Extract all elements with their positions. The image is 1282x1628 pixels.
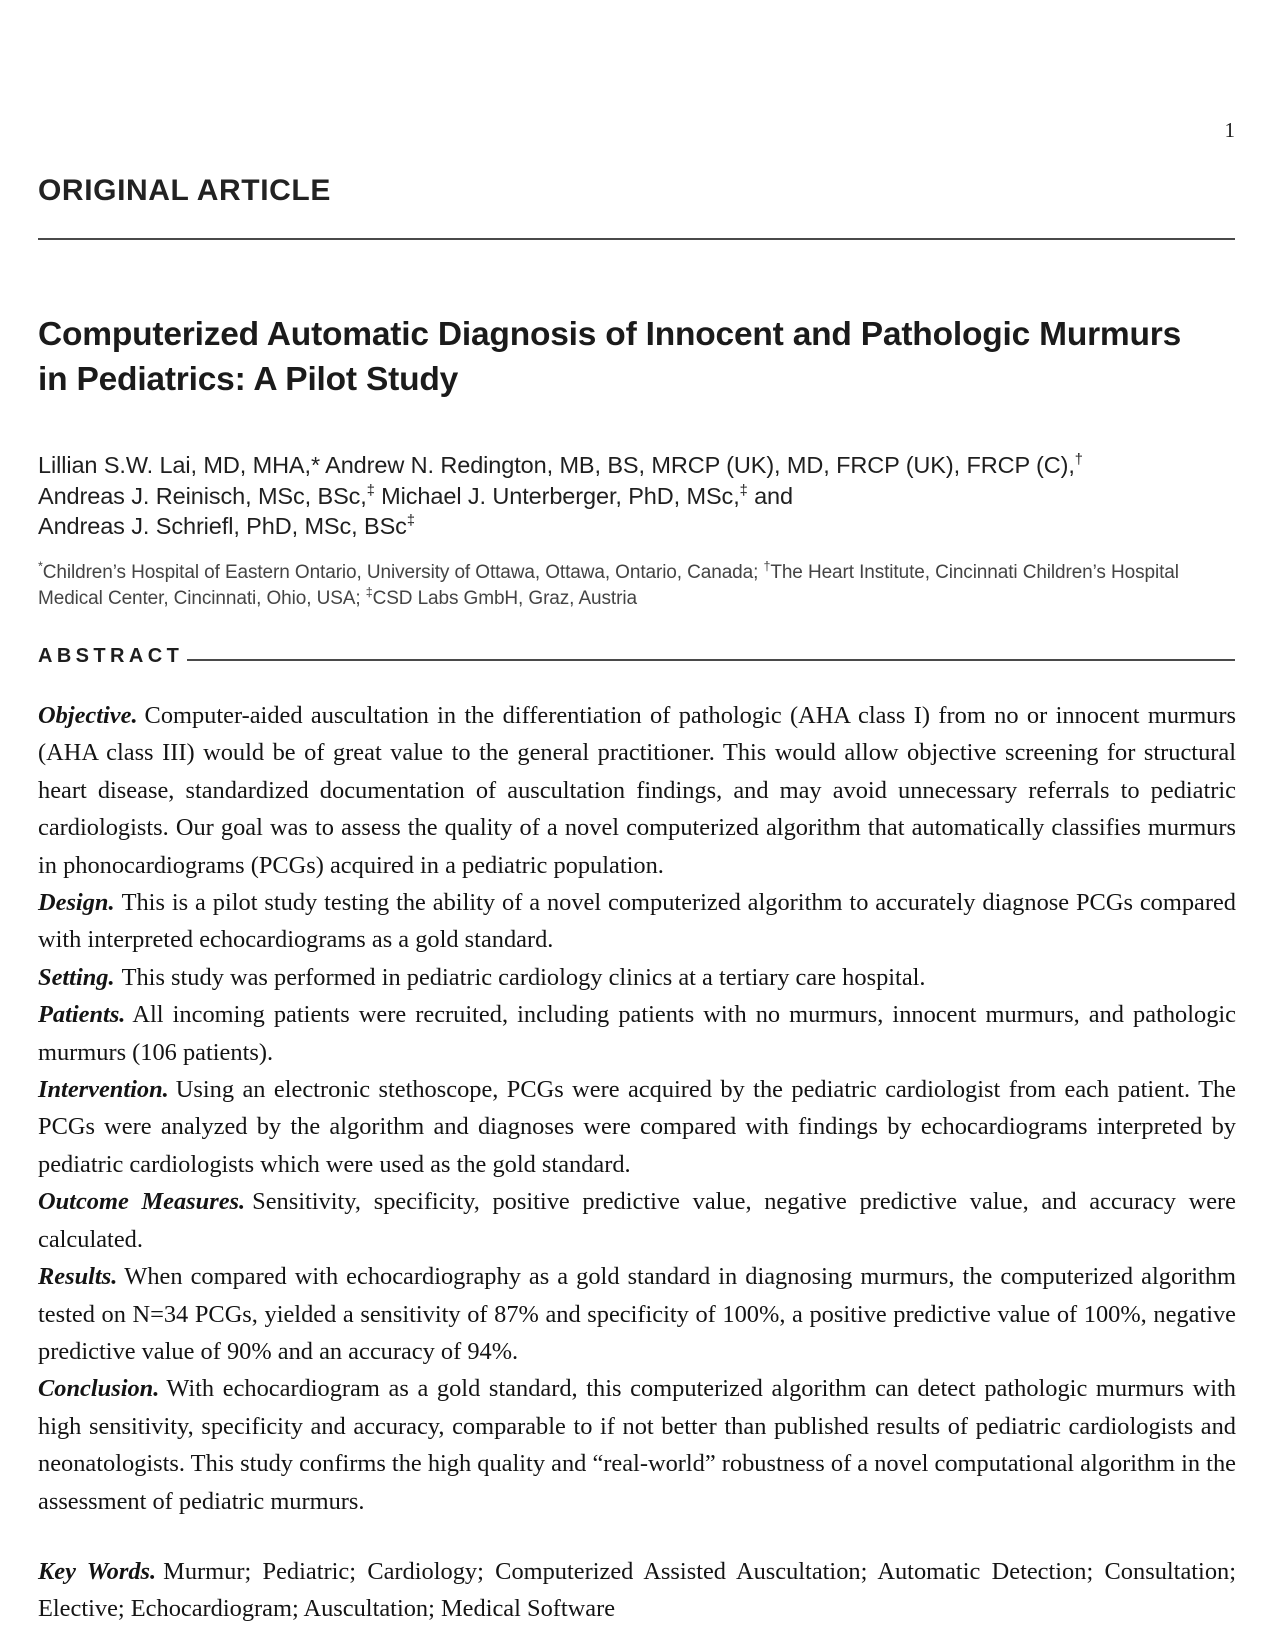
author-list [38,450,1238,542]
author-line-2c: and [747,482,793,509]
abstract-divider [187,659,1235,661]
affiliation-3: CSD Labs GmbH, Graz, Austria [372,588,637,609]
header-divider [38,238,1235,240]
affiliation-list [38,560,1238,612]
author-marker-dagger: † [1074,452,1083,469]
abstract-section [38,996,1236,1071]
article-type-kicker: ORIGINAL ARTICLE [38,174,331,207]
author-line-3: Andreas J. Schriefl, PhD, MSc, BSc [38,513,407,539]
affiliation-marker-ddagger: ‡ [365,585,373,600]
affiliation-marker-dagger: † [763,559,771,574]
abstract-section-text: When compared with echocardiography as a gold standard in diagnosing murmurs, the computerized algorithm tested on N=34 PCGs, yielded a sensitivity of 87% and specificity of 100%, a positive predictive value of 100%, negative predictive value of 90% and an accuracy of 94%. [38,1263,1236,1365]
abstract-label: ABSTRACT [38,645,184,667]
abstract-section-text: Computer-aided auscultation in the differentiation of pathologic (AHA class I) from no or innocent murmurs (AHA class III) would be of great value to the general practitioner. This would allow objective screening for structural heart disease, standardized documentation of auscultation findings, and may avoid unnecessary referrals to pediatric cardiologists. Our goal was to assess the quality of a novel computerized algorithm that automatically classifies murmurs in phonocardiograms (PCGs) acquired in a pediatric population. [38,702,1236,879]
abstract-section [38,1258,1236,1370]
page-number: 1 [1224,118,1235,142]
abstract-section-lead: Setting. [38,963,115,991]
abstract-section-lead: Intervention. [38,1076,169,1104]
abstract-section [38,1071,1236,1183]
abstract-section [38,959,1236,996]
affiliation-1: Children’s Hospital of Eastern Ontario, University of Ottawa, Ottawa, Ontario, Canada; [42,562,764,583]
abstract-section [38,1183,1236,1258]
page-title: Computerized Automatic Diagnosis of Innocent and Pathologic Murmurs in Pediatrics: A Pilot Study [38,316,1182,399]
abstract-section-text: Using an electronic stethoscope, PCGs were acquired by the pediatric cardiologist from each patient. The PCGs were analyzed by the algorithm and diagnoses were compared with findings by echocardiograms interpreted by pediatric cardiologists which were used as the gold standard. [38,1076,1236,1178]
abstract-section-lead: Results. [38,1263,118,1291]
affiliation-marker-star: * [38,559,43,574]
abstract-section [38,884,1236,959]
keywords-lead: Key Words. [38,1557,157,1585]
keywords-text: Murmur; Pediatric; Cardiology; Computerized Assisted Auscultation; Automatic Detection; Consultation; Elective; Echocardiogram; Auscultation; Medical Software [38,1557,1236,1623]
author-marker-ddagger-3: ‡ [406,513,415,530]
author-line-2b: Michael J. Unterberger, PhD, MSc, [374,482,740,509]
abstract-section-lead: Outcome Measures. [38,1188,246,1216]
author-marker-ddagger-2: ‡ [739,482,748,499]
affiliation-2: The Heart Institute, Cincinnati Children’s Hospital Medical Center, Cincinnati, Ohio, USA; [38,562,1179,609]
abstract-section-lead: Conclusion. [38,1375,160,1403]
abstract-section-lead: Objective. [38,702,138,729]
abstract-section-lead: Design. [38,889,115,917]
abstract-body [38,697,1236,1628]
abstract-section-text: With echocardiogram as a gold standard, this computerized algorithm can detect pathologic murmurs with high sensitivity, specificity and accuracy, comparable to if not better than published results of pediatric cardiologists and neonatologists. This study confirms the high quality and “real-world” robustness of a novel computational algorithm in the assessment of pediatric murmurs. [38,1375,1236,1515]
abstract-section [38,697,1236,884]
abstract-section-text: This study was performed in pediatric cardiology clinics at a tertiary care hospital. [121,963,926,991]
abstract-section-text: All incoming patients were recruited, including patients with no murmurs, innocent murmurs, and pathologic murmurs (106 patients). [38,1001,1236,1066]
author-marker-ddagger-1: ‡ [366,482,375,499]
abstract-section-text: Sensitivity, specificity, positive predictive value, negative predictive value, and accuracy were calculated. [38,1188,1236,1253]
author-line-1: Lillian S.W. Lai, MD, MHA,* Andrew N. Redington, MB, BS, MRCP (UK), MD, FRCP (UK), FRCP (C), [38,452,1075,478]
abstract-section [38,1370,1236,1520]
keywords-section [38,1553,1236,1628]
author-line-2a: Andreas J. Reinisch, MSc, BSc, [38,482,367,509]
abstract-heading [38,645,1235,668]
abstract-section-text: This is a pilot study testing the ability of a novel computerized algorithm to accurately diagnose PCGs compared with interpreted echocardiograms as a gold standard. [38,889,1236,954]
abstract-section-lead: Patients. [38,1001,126,1029]
